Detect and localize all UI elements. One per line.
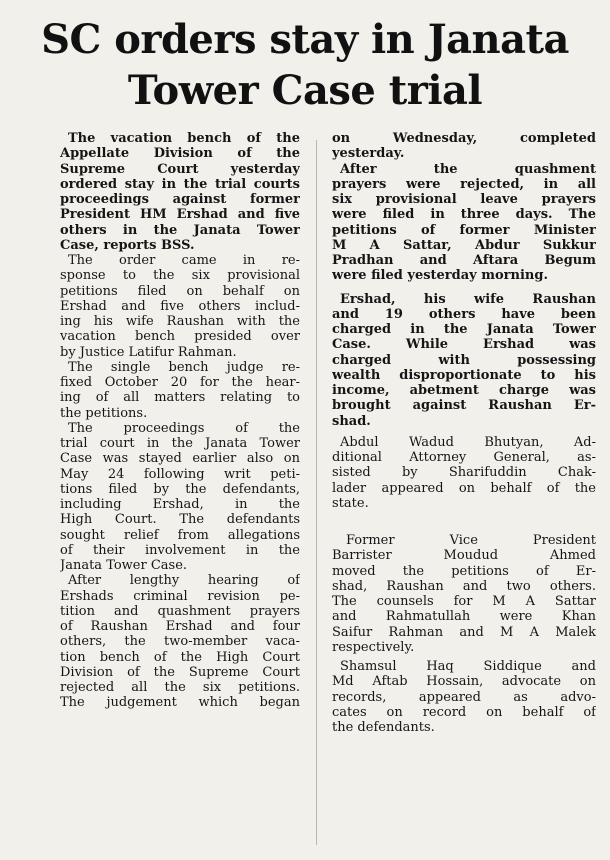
- col2-p5-line: Barrister Moudud Ahmed: [332, 548, 596, 564]
- col1-paragraph-4: [60, 421, 300, 574]
- col2-p2-line: prayers were rejected, in all: [332, 176, 596, 192]
- col2-p6-line: Md Aftab Hossain, advocate on: [332, 674, 596, 690]
- col2-p1-line: on Wednesday, completed: [332, 131, 596, 146]
- paragraph-gap: [332, 284, 596, 292]
- col1-paragraph-2: [60, 253, 300, 360]
- col2-p3-line: shad.: [332, 413, 371, 429]
- col1-p1-line: others in the Janata Tower: [60, 222, 300, 238]
- col1-p2-line: The order came in re-: [68, 253, 300, 268]
- col1-p4-line: trial court in the Janata Tower: [60, 436, 300, 451]
- col2-p2-line: Pradhan and Aftara Begum: [332, 253, 596, 268]
- headline-line-1: SC orders stay in Janata: [41, 16, 569, 63]
- col2-p4-line: Abdul Wadud Bhutyan, Ad-: [340, 434, 596, 450]
- col1-p4-line: including Ershad, in the: [60, 497, 300, 512]
- col2-p2-line: After the quashment: [340, 161, 596, 177]
- col2-p6-line: records, appeared as advo-: [332, 689, 596, 705]
- col1-p3-line: the petitions.: [60, 405, 148, 421]
- col1-p4-line: sought relief from allegations: [60, 527, 300, 543]
- col1-p4-line: tions filed by the defendants,: [60, 481, 300, 497]
- col1-p5-line: of Raushan Ershad and four: [60, 619, 300, 634]
- col2-p2-line: six provisional leave prayers: [332, 192, 596, 207]
- col2-paragraph-2: [332, 162, 596, 284]
- col2-p4-line: state.: [332, 495, 369, 511]
- col2-p5-line: and Rahmatullah were Khan: [332, 609, 596, 625]
- col1-p5-line: tition and quashment prayers: [60, 603, 300, 619]
- article-column-1: [60, 131, 300, 711]
- col2-p3-line: Ershad, his wife Raushan: [340, 291, 596, 307]
- col1-p1-line: President HM Ershad and five: [60, 207, 300, 223]
- col2-p1-line: yesterday.: [332, 146, 405, 162]
- col1-p2-line: ing his wife Raushan with the: [60, 314, 300, 329]
- col2-p4-line: lader appeared on behalf of the: [332, 480, 596, 496]
- col1-p5-line: The judgement which began: [60, 695, 300, 711]
- col1-p2-line: petitions filed on behalf on: [60, 283, 300, 299]
- col1-p5-line: tion bench of the High Court: [60, 649, 300, 665]
- col1-paragraph-5: [60, 573, 300, 710]
- col1-p1-line: ordered stay in the trial courts: [60, 176, 300, 192]
- col1-p3-line: The single bench judge re-: [68, 359, 300, 375]
- paragraph-gap: [332, 511, 596, 533]
- col2-p5-line: shad, Raushan and two others.: [332, 578, 596, 594]
- col1-p2-line: sponse to the six provisional: [60, 268, 300, 284]
- col1-p2-line: Ershad and five others includ-: [60, 298, 300, 314]
- col1-paragraph-3: [60, 360, 300, 421]
- col1-p4-line: May 24 following writ peti-: [60, 466, 300, 482]
- col1-p3-line: ing of all matters relating to: [60, 390, 300, 406]
- col1-p5-line: others, the two-member vaca-: [60, 634, 300, 650]
- col2-p2-line: were filed yesterday morning.: [332, 268, 548, 284]
- col2-p2-line: were filed in three days. The: [332, 207, 596, 223]
- col2-p2-line: M A Sattar, Abdur Sukkur: [332, 237, 596, 253]
- col1-p4-line: The proceedings of the: [68, 420, 300, 436]
- col2-p5-line: Saifur Rahman and M A Malek: [332, 624, 596, 640]
- col2-paragraph-4: [332, 435, 596, 511]
- col2-p6-line: the defendants.: [332, 720, 435, 735]
- col2-p5-line: The counsels for M A Sattar: [332, 594, 596, 609]
- col2-p3-line: brought against Raushan Er-: [332, 398, 596, 414]
- col1-p1-line: Case, reports BSS.: [60, 237, 195, 253]
- col2-p3-line: charged in the Janata Tower: [332, 322, 596, 337]
- col2-paragraph-5: [332, 533, 596, 655]
- headline: [0, 14, 610, 116]
- col1-p1-line: Supreme Court yesterday: [60, 161, 300, 177]
- col1-p2-line: by Justice Latifur Rahman.: [60, 344, 237, 360]
- column-divider: [316, 140, 317, 845]
- col1-paragraph-1: [60, 131, 300, 253]
- col1-p4-line: Case was stayed earlier also on: [60, 451, 300, 467]
- col2-p3-line: charged with possessing: [332, 352, 596, 368]
- col1-p5-line: rejected all the six petitions.: [60, 680, 300, 695]
- col1-p4-line: Janata Tower Case.: [60, 558, 188, 573]
- col2-p5-line: moved the petitions of Er-: [332, 563, 596, 579]
- col2-p5-line: Former Vice President: [346, 533, 596, 548]
- col1-p4-line: of their involvement in the: [60, 542, 300, 558]
- col1-p4-line: High Court. The defendants: [60, 512, 300, 528]
- col2-p3-line: wealth disproportionate to his: [332, 367, 596, 383]
- col1-p2-line: vacation bench presided over: [60, 329, 300, 345]
- col2-p6-line: Shamsul Haq Siddique and: [340, 659, 596, 674]
- col1-p3-line: fixed October 20 for the hear-: [60, 375, 300, 390]
- col1-p5-line: Division of the Supreme Court: [60, 664, 300, 680]
- col1-p5-line: Ershads criminal revision pe-: [60, 588, 300, 604]
- col2-paragraph-6: [332, 659, 596, 735]
- col2-p2-line: petitions of former Minister: [332, 222, 596, 238]
- col2-paragraph-3: [332, 292, 596, 429]
- col2-p3-line: income, abetment charge was: [332, 383, 596, 398]
- col1-p5-line: After lengthy hearing of: [68, 573, 300, 589]
- col2-p5-line: respectively.: [332, 639, 415, 655]
- col2-paragraph-1: [332, 131, 596, 162]
- article-column-2: [332, 131, 596, 735]
- col1-p1-line: The vacation bench of the: [68, 131, 300, 146]
- col2-p3-line: and 19 others have been: [332, 306, 596, 322]
- headline-line-2: Tower Case trial: [127, 67, 483, 114]
- col1-p1-line: Appellate Division of the: [60, 146, 300, 162]
- col1-p1-line: proceedings against former: [60, 192, 300, 207]
- col2-p6-line: cates on record on behalf of: [332, 704, 596, 720]
- col2-p4-line: ditional Attorney General, as-: [332, 450, 596, 465]
- col2-p4-line: sisted by Sharifuddin Chak-: [332, 465, 596, 481]
- col2-p3-line: Case. While Ershad was: [332, 337, 596, 353]
